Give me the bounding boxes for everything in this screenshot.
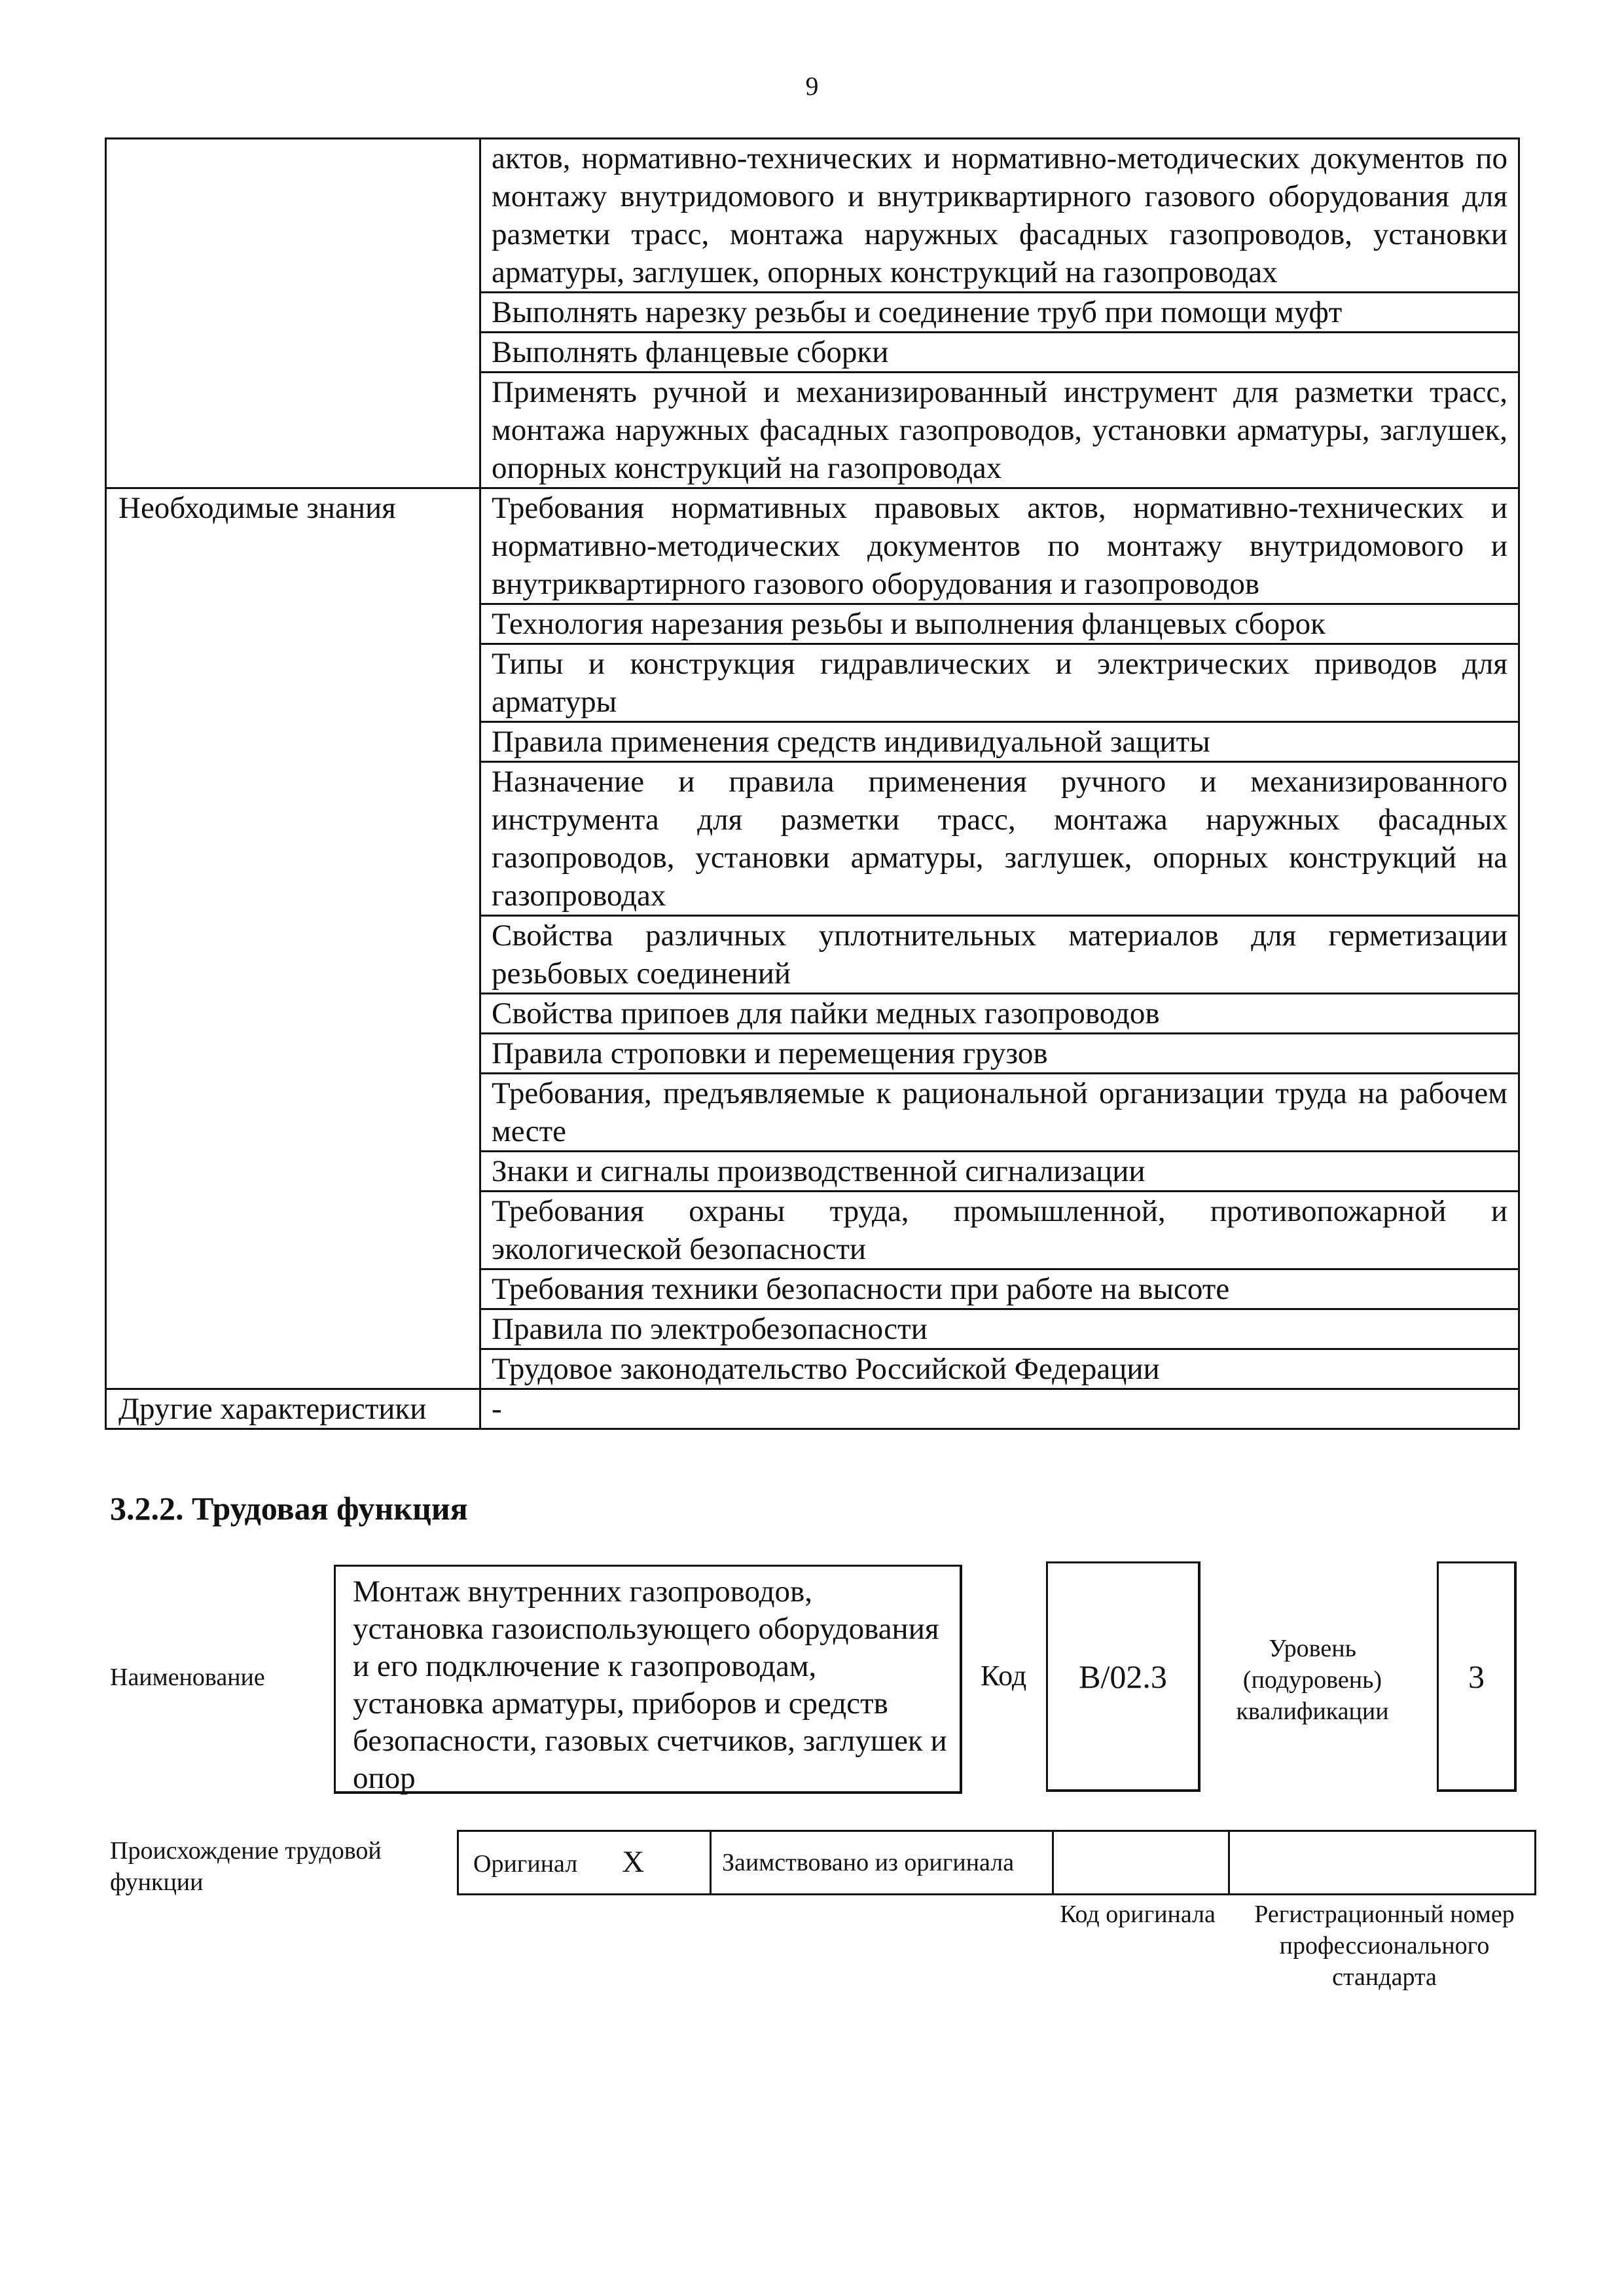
knowledge-item: Свойства припоев для пайки медных газопроводов	[480, 994, 1519, 1034]
name-label: Наименование	[110, 1664, 265, 1691]
code-label: Код	[981, 1660, 1027, 1692]
code-value-box	[1046, 1561, 1200, 1792]
origin-label: Происхождение трудовой функции	[110, 1837, 382, 1896]
original-code-cell	[1053, 1831, 1229, 1895]
knowledge-item: Правила по электробезопасности	[480, 1309, 1519, 1349]
registration-number-cell	[1229, 1831, 1536, 1895]
knowledge-item: Свойства различных уплотнительных материалов для герметизации резьбовых соединений	[480, 916, 1519, 994]
knowledge-item: Требования нормативных правовых актов, нормативно-технических и нормативно-методических документов по монтажу внутридомового и внутриквартирного газового оборудования и газопроводов	[480, 488, 1519, 604]
original-label: Оригинал	[473, 1850, 578, 1878]
registration-number-caption: Регистрационный номер профессионального стандарта	[1254, 1901, 1515, 1991]
page-number: 9	[805, 71, 819, 101]
qualification-level-label: Уровень (подуровень) квалификации	[1236, 1635, 1389, 1725]
knowledge-item: Требования техники безопасности при работе на высоте	[480, 1269, 1519, 1309]
table-row	[106, 1389, 1519, 1429]
original-cell	[458, 1831, 711, 1895]
table-cell-skill: Выполнять нарезку резьбы и соединение труб при помощи муфт	[480, 293, 1519, 333]
table-row	[106, 139, 1519, 293]
characteristics-table	[105, 137, 1520, 1430]
knowledge-item: Назначение и правила применения ручного и механизированного инструмента для разметки трасс, монтажа наружных фасадных газопроводов, установки арматуры, заглушек, опорных конструкций на газопроводах	[480, 762, 1519, 916]
knowledge-item: Трудовое законодательство Российской Федерации	[480, 1349, 1519, 1389]
knowledge-item: Знаки и сигналы производственной сигнализации	[480, 1152, 1519, 1192]
section-heading: 3.2.2. Трудовая функция	[110, 1490, 468, 1527]
knowledge-item: Требования, предъявляемые к рациональной организации труда на рабочем месте	[480, 1074, 1519, 1152]
other-characteristics-label: Другие характеристики	[106, 1389, 480, 1429]
knowledge-item: Типы и конструкция гидравлических и электрических приводов для арматуры	[480, 644, 1519, 722]
table-cell-skill: Применять ручной и механизированный инструмент для разметки трасс, монтажа наружных фасадных газопроводов, установки арматуры, заглушек, опорных конструкций на газопроводах	[480, 373, 1519, 488]
knowledge-item: Правила строповки и перемещения грузов	[480, 1034, 1519, 1074]
table-row	[458, 1831, 1536, 1895]
qualification-level-value: 3	[1468, 1658, 1485, 1695]
code-value: B/02.3	[1079, 1658, 1167, 1695]
knowledge-label: Необходимые знания	[106, 488, 480, 1389]
table-cell-skill: Выполнять фланцевые сборки	[480, 333, 1519, 373]
origin-table	[457, 1830, 1536, 1895]
knowledge-item: Требования охраны труда, промышленной, противопожарной и экологической безопасности	[480, 1192, 1519, 1269]
borrowed-label: Заимствовано из оригинала	[711, 1831, 1053, 1895]
table-cell-blank-label	[106, 139, 480, 488]
table-cell-skill: актов, нормативно-технических и нормативно-методических документов по монтажу внутридомового и внутриквартирного газового оборудования для разметки трасс, монтажа наружных фасадных газопроводов, установки арматуры, заглушек, опорных конструкций на газопроводах	[480, 139, 1519, 293]
other-characteristics-value: -	[480, 1389, 1519, 1429]
qualification-level-box	[1437, 1561, 1517, 1792]
original-mark: X	[622, 1844, 645, 1879]
table-row	[106, 488, 1519, 604]
knowledge-item: Правила применения средств индивидуальной защиты	[480, 722, 1519, 762]
original-code-caption: Код оригинала	[1060, 1901, 1216, 1928]
knowledge-item: Технология нарезания резьбы и выполнения фланцевых сборок	[480, 604, 1519, 644]
name-value-box: Монтаж внутренних газопроводов, установка газоиспользующего оборудования и его подключение к газопроводам, установка арматуры, приборов и средств безопасности, газовых счетчиков, заглушек и опор	[334, 1565, 962, 1794]
